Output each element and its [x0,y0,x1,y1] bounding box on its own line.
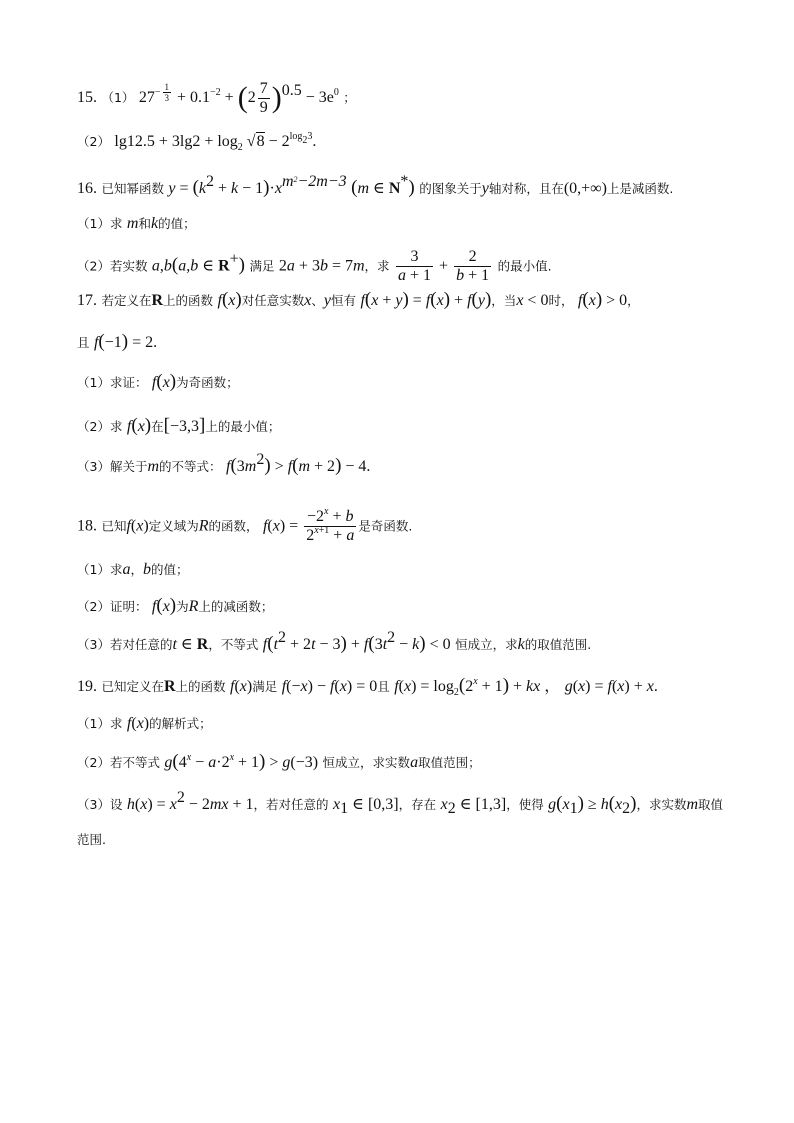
q15-part1: 15. （1） $27^{- \frac{1}{3}}$ + $0.1^{-2} + (2$ $\frac{7}{9}$ )$^{0.5} - 3e^0$ ； [77,80,356,116]
q18-part2: （2）证明： f(x)为R上的减函数； [77,595,274,616]
q17-stem: 17. 若定义在R上的函数 f(x)对任意实数x、y恒有 f(x + y) = f(x) + f(y)，当x < 0时， f(x) > 0， [77,289,640,310]
q19-part3-cont: 范围. [77,832,106,847]
q18-stem: 18. 已知f(x)定义域为R的函数， f(x) = $\frac{-2^x + b}{2^{x+1} + a}$ 是奇函数. [77,506,413,544]
q17-stem-cont: 且 f(−1) = 2. [77,331,158,352]
q16-stem: 16. 已知幂函数 $y = (k^2 + k - 1)\cdot x^{m^2-2m-3}$ (m ∈ N*) 的图象关于y轴对称，且在(0,+∞)上是减函数. [77,173,674,198]
q18-part1: （1）求a，b的值； [77,561,189,578]
q19-part1: （1）求 f(x)的解析式； [77,715,212,732]
q17-part3: （3）解关于m的不等式： $f(3m^2) > f(m + 2) - 4$. [77,451,371,476]
q16-part2: （2）若实数 a,b(a,b ∈ R+) 满足 2a + 3b = 7m，求 $\frac{3}{a + 1}$ + $\frac{2}{b + 1}$ 的最小值. [77,248,552,284]
q19-stem: 19. 已知定义在R上的函数 f(x)满足 f(−x) − f(x) = 0且 $f(x) = \log_2(2^x + 1)$ + kx ， g(x) = f(x) + x. [77,675,658,698]
q17-part2: （2）求 f(x)在[−3,3]上的最小值； [77,415,281,436]
q15-part2: （2） $\lg 12.5 + 3\lg 2 + \log_2 √8 - 2^{log_23}$. [77,131,317,153]
q17-part1: （1）求证： f(x)为奇函数； [77,371,239,392]
q19-part2: （2）若不等式 $g(4^x - a\cdot 2^x + 1) > g(-3)$ 恒成立，求实数a取值范围； [77,751,481,772]
q18-part3: （3）若对任意的t ∈ R，不等式 $f(t^2 + 2t - 3) + f(3t^2 - k) < 0$ 恒成立，求k的取值范围. [77,629,592,654]
q16-part1: （1）求 m和k的值； [77,215,196,232]
q19-part3: （3）设 $h(x) = x^2 - 2mx + 1$，若对任意的 $x_1$ ∈ [0,3]，存在 $x_2$ ∈ [1,3]，使得 $g(x_1) \ge h(x_2)$，求实数m取值 [77,789,724,817]
question-number: 15. [77,89,97,107]
